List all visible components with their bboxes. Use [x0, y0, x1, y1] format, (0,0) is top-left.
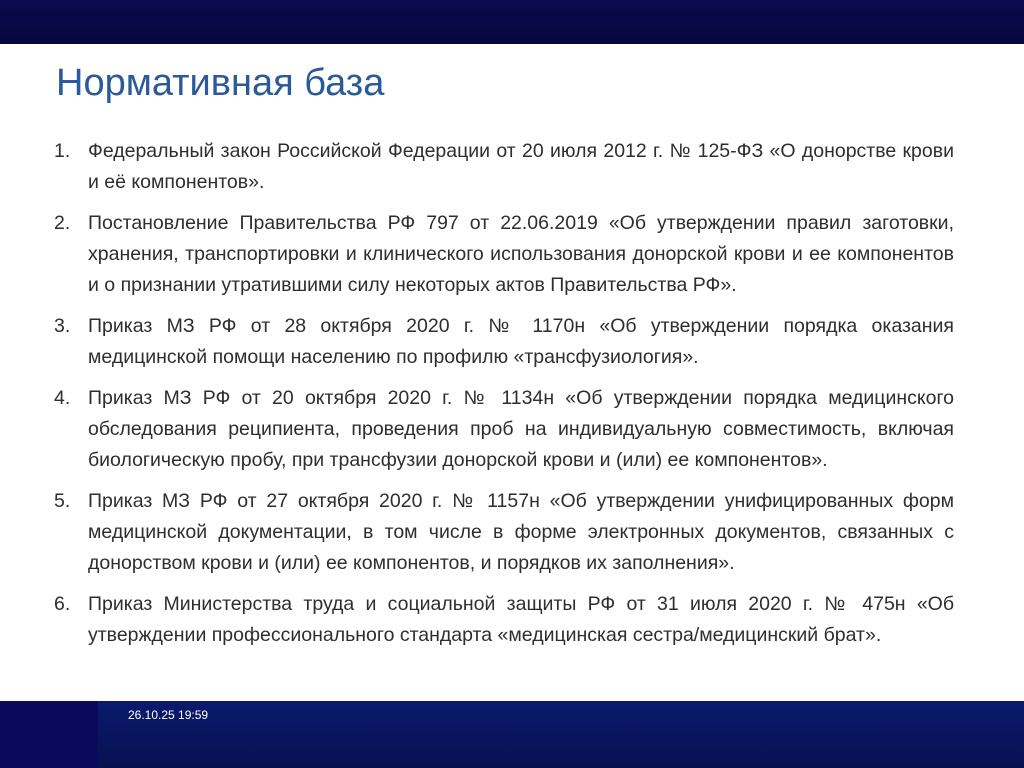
item-number: 2. [54, 212, 71, 234]
regulations-list [52, 136, 954, 661]
list-item [52, 383, 954, 476]
bottom-bar [0, 701, 1024, 768]
slide-title: Нормативная база [56, 62, 385, 104]
date-time-stamp: 26.10.25 19:59 [128, 708, 209, 722]
item-text: Приказ Министерства труда и социальной защиты РФ от 31 июля 2020 г. № 475н «Об утверждении профессионального стандарта «медицинская сестра/медицинский брат». [88, 593, 954, 646]
item-number: 4. [54, 387, 71, 409]
item-number: 5. [54, 490, 71, 512]
list-item [52, 486, 954, 579]
list-item [52, 589, 954, 651]
bottom-left-block [0, 701, 98, 768]
item-number: 1. [54, 140, 71, 162]
item-number: 6. [54, 593, 71, 615]
slide-content [0, 44, 1024, 701]
item-number: 3. [54, 315, 71, 337]
top-bar [0, 0, 1024, 44]
item-text: Постановление Правительства РФ 797 от 22.06.2019 «Об утверждении правил заготовки, хранения, транспортировки и клинического использования донорской крови и ее компонентов и о признании утратившими силу некоторых актов Правительства РФ». [88, 212, 954, 296]
item-text: Приказ МЗ РФ от 28 октября 2020 г. № 1170н «Об утверждении порядка оказания медицинской помощи населению по профилю «трансфузиология». [88, 315, 954, 368]
item-text: Приказ МЗ РФ от 27 октября 2020 г. № 1157н «Об утверждении унифицированных форм медицинской документации, в том числе в форме электронных документов, связанных с донорством крови и (или) ее компонентов, и порядков их заполнения». [88, 490, 954, 574]
list-item [52, 208, 954, 301]
list-item [52, 136, 954, 198]
item-text: Приказ МЗ РФ от 20 октября 2020 г. № 1134н «Об утверждении порядка медицинского обследования реципиента, проведения проб на индивидуальную совместимость, включая биологическую пробу, при трансфузии донорской крови и (или) ее компонентов». [88, 387, 954, 471]
item-text: Федеральный закон Российской Федерации от 20 июля 2012 г. № 125-ФЗ «О донорстве крови и её компонентов». [88, 140, 954, 193]
list-item [52, 311, 954, 373]
